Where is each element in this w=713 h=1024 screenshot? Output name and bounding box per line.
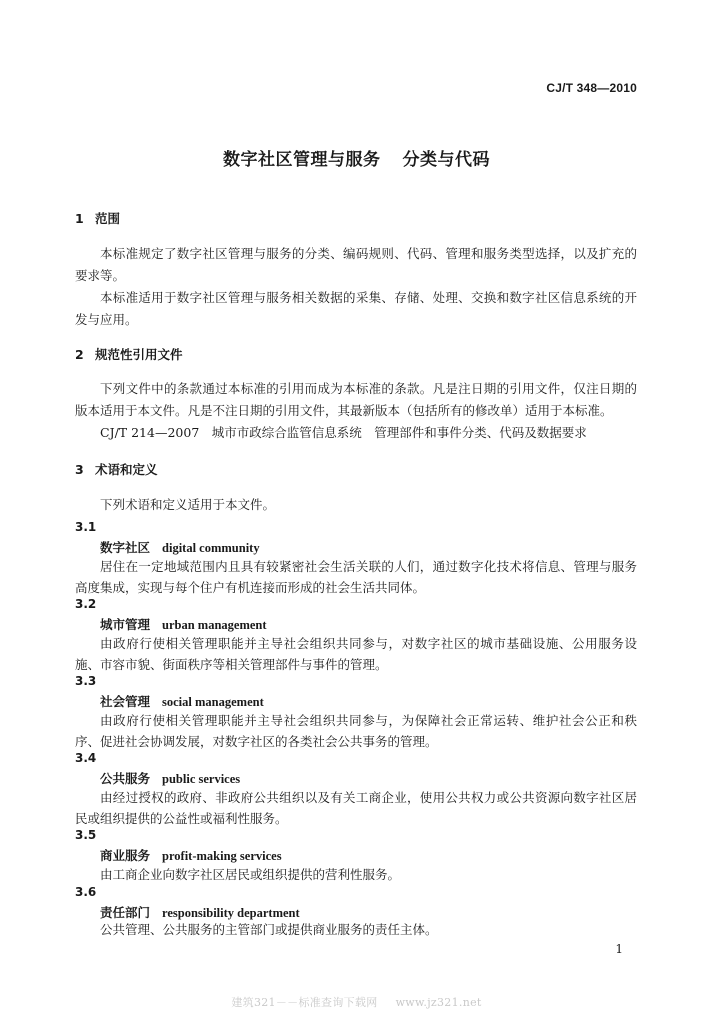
term-entry xyxy=(100,846,282,864)
watermark-url: www.jz321.net xyxy=(395,996,482,1009)
section-number: 1 xyxy=(75,211,84,226)
term-en: digital community xyxy=(162,541,260,555)
term-cn: 城市管理 xyxy=(100,617,151,632)
paragraph: 本标准规定了数字社区管理与服务的分类、编码规则、代码、管理和服务类型选择，以及扩充的要求等。 xyxy=(75,246,637,283)
clause-number: 3.3 xyxy=(75,674,97,688)
page-number: 1 xyxy=(615,942,623,956)
standard-code: CJ/T 348—2010 xyxy=(546,81,637,95)
document-title xyxy=(0,145,713,170)
title-main: 数字社区管理与服务 xyxy=(223,150,381,170)
term-definition: 由工商企业向数字社区居民或组织提供的营利性服务。 xyxy=(100,867,401,882)
term-definition: 由政府行使相关管理职能并主导社会组织共同参与，为保障社会正常运转、维护社会公正和秩序、促进社会协调发展，对数字社区的各类社会公共事务的管理。 xyxy=(75,713,637,749)
clause-number: 3.6 xyxy=(75,885,97,899)
term-cn: 社会管理 xyxy=(100,694,151,709)
reference-item: CJ/T 214—2007 城市市政综合监管信息系统 管理部件和事件分类、代码及数据要求 xyxy=(100,425,587,440)
term-cn: 数字社区 xyxy=(100,540,151,555)
term-entry xyxy=(100,615,267,633)
term-en: public services xyxy=(162,772,241,786)
section-title: 范围 xyxy=(95,211,121,226)
section-number: 3 xyxy=(75,462,84,477)
term-cn: 公共服务 xyxy=(100,771,151,786)
title-sub: 分类与代码 xyxy=(402,150,490,170)
term-definition: 由经过授权的政府、非政府公共组织以及有关工商企业，使用公共权力或公共资源向数字社区居民或组织提供的公益性或福利性服务。 xyxy=(75,790,637,826)
section-heading-scope xyxy=(75,209,120,227)
watermark-text: 建筑321－－标准查询下载网 xyxy=(231,996,378,1009)
term-cn: 商业服务 xyxy=(100,848,151,863)
section-title: 规范性引用文件 xyxy=(95,347,183,362)
term-entry xyxy=(100,769,240,787)
term-definition: 由政府行使相关管理职能并主导社会组织共同参与，对数字社区的城市基础设施、公用服务设施、市容市貌、街面秩序等相关管理部件与事件的管理。 xyxy=(75,636,637,672)
section-number: 2 xyxy=(75,347,84,362)
term-en: responsibility department xyxy=(162,906,300,920)
clause-number: 3.1 xyxy=(75,520,97,534)
clause-number: 3.2 xyxy=(75,597,97,611)
section-heading-normative-references xyxy=(75,345,183,363)
term-entry xyxy=(100,538,260,556)
watermark xyxy=(0,994,713,1010)
term-entry xyxy=(100,692,264,710)
term-definition: 公共管理、公共服务的主管部门或提供商业服务的责任主体。 xyxy=(100,922,438,937)
term-cn: 责任部门 xyxy=(100,905,151,920)
term-en: social management xyxy=(162,695,264,709)
term-en: urban management xyxy=(162,618,267,632)
paragraph: 下列术语和定义适用于本文件。 xyxy=(100,497,276,512)
section-heading-terms-definitions xyxy=(75,460,158,478)
term-definition: 居住在一定地域范围内且具有较紧密社会生活关联的人们，通过数字化技术将信息、管理与服务高度集成，实现与每个住户有机连接而形成的社会生活共同体。 xyxy=(75,559,637,595)
section-title: 术语和定义 xyxy=(95,462,158,477)
paragraph: 本标准适用于数字社区管理与服务相关数据的采集、存储、处理、交换和数字社区信息系统的开发与应用。 xyxy=(75,290,637,327)
clause-number: 3.4 xyxy=(75,751,97,765)
term-en: profit-making services xyxy=(162,849,282,863)
clause-number: 3.5 xyxy=(75,828,97,842)
paragraph: 下列文件中的条款通过本标准的引用而成为本标准的条款。凡是注日期的引用文件，仅注日期的版本适用于本文件。凡是不注日期的引用文件，其最新版本（包括所有的修改单）适用于本标准。 xyxy=(75,381,637,418)
